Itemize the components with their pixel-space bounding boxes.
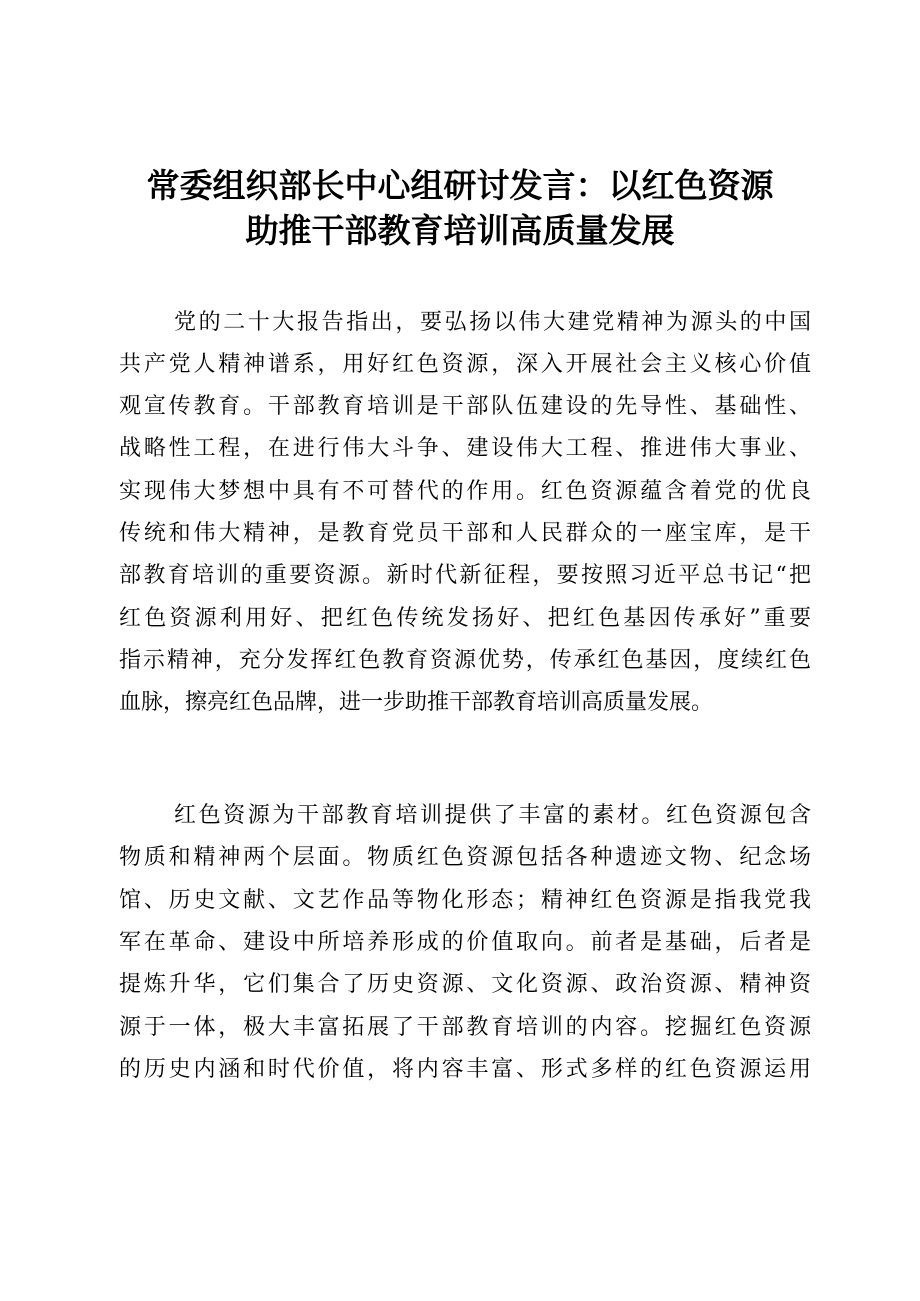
paragraph-1-line: 血脉，擦亮红色品牌，进一步助推干部教育培训高质量发展。 xyxy=(119,690,714,715)
document-title-line-2: 助推干部教育培训高质量发展 xyxy=(245,211,675,250)
paragraph-2-line: 源于一体，极大丰富拓展了干部教育培训的内容。挖掘红色资源 xyxy=(119,1015,811,1040)
paragraph-2-line: 的历史内涵和时代价值，将内容丰富、形式多样的红色资源运用 xyxy=(119,1057,811,1082)
paragraph-1-line: 部教育培训的重要资源。新时代新征程，要按照习近平总书记“把 xyxy=(119,563,811,588)
paragraph-2-line: 馆、历史文献、文艺作品等物化形态；精神红色资源是指我党我 xyxy=(119,888,811,913)
paragraph-2-line: 红色资源为干部教育培训提供了丰富的素材。红色资源包含 xyxy=(174,803,811,828)
document-title-line-1: 常委组织部长中心组研讨发言：以红色资源 xyxy=(146,166,774,205)
paragraph-1-line: 红色资源利用好、把红色传统发扬好、把红色基因传承好”重要 xyxy=(119,606,811,631)
paragraph-1-line: 指示精神，充分发挥红色教育资源优势，传承红色基因，度续红色 xyxy=(119,648,811,673)
paragraph-1-line: 传统和伟大精神，是教育党员干部和人民群众的一座宝库，是干 xyxy=(119,521,811,546)
paragraph-2-line: 军在革命、建设中所培养形成的价值取向。前者是基础，后者是 xyxy=(119,930,811,955)
paragraph-1-line: 实现伟大梦想中具有不可替代的作用。红色资源蕴含着党的优良 xyxy=(119,479,811,504)
paragraph-2-line: 物质和精神两个层面。物质红色资源包括各种遗迹文物、纪念场 xyxy=(119,845,811,870)
paragraph-1-line: 观宣传教育。干部教育培训是干部队伍建设的先导性、基础性、 xyxy=(119,394,811,419)
paragraph-1-line: 战略性工程，在进行伟大斗争、建设伟大工程、推进伟大事业、 xyxy=(119,436,811,461)
paragraph-1-line: 共产党人精神谱系，用好红色资源，深入开展社会主义核心价值 xyxy=(119,352,811,377)
paragraph-2-line: 提炼升华，它们集合了历史资源、文化资源、政治资源、精神资 xyxy=(119,972,811,997)
paragraph-1-line: 党的二十大报告指出，要弘扬以伟大建党精神为源头的中国 xyxy=(174,310,811,335)
